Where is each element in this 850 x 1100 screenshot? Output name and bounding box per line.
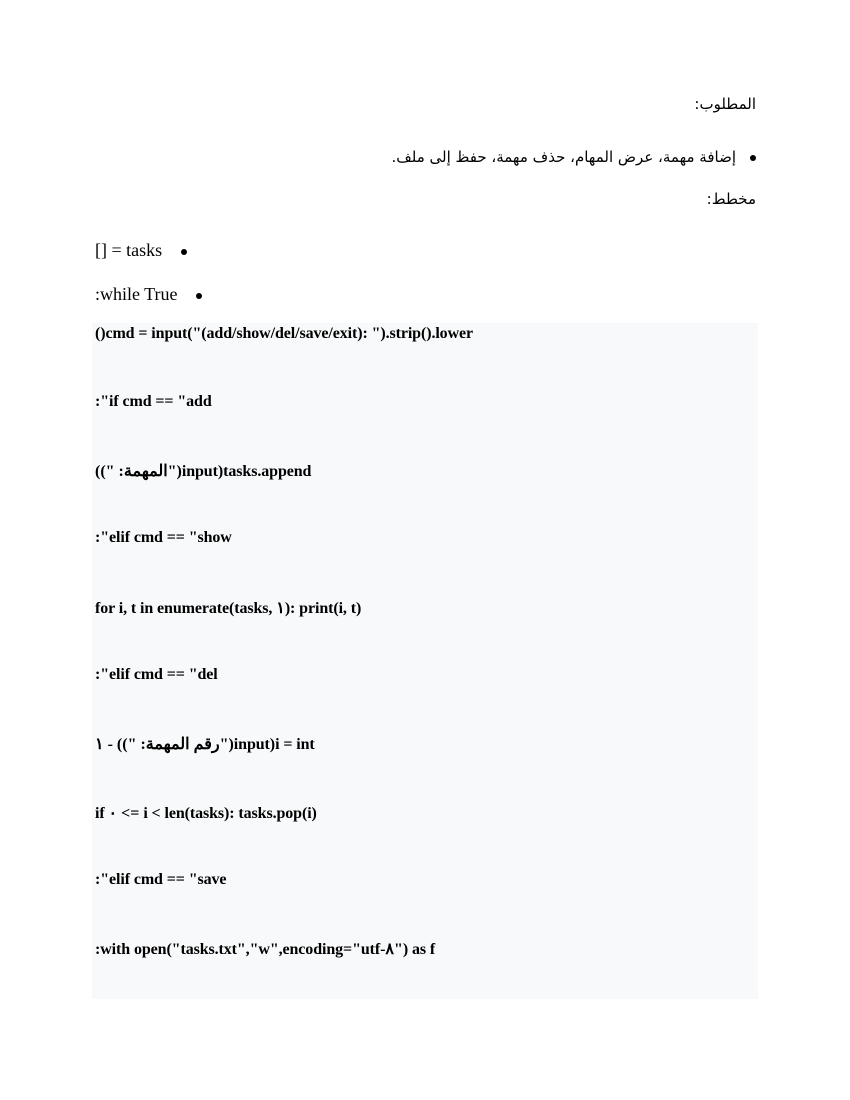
plan-bullet-text: :while True [95,284,178,304]
code-line: :with open("tasks.txt","w",encoding="utf-٨") as f [95,941,436,958]
heading-required: المطلوب: [694,95,756,113]
code-line: ((" :المهمة")input)tasks.append [95,463,312,480]
code-block [92,323,758,999]
plan-bullet-while [95,284,202,305]
heading-plan: مخطط: [706,190,756,208]
requirement-text: إضافة مهمة، عرض المهام، حذف مهمة، حفظ إلى ملف. [391,148,736,166]
plan-bullet-text: [] = tasks [95,240,163,260]
bullet-icon [750,155,756,161]
code-line: :"elif cmd == "show [95,529,232,546]
code-line: :"elif cmd == "del [95,666,218,683]
requirement-bullet [391,148,756,166]
plan-bullet-tasks [95,240,187,261]
code-line: :"elif cmd == "save [95,871,227,888]
code-line: for i, t in enumerate(tasks, ١): print(i, t) [95,600,362,617]
bullet-icon [196,293,202,299]
code-line: :"if cmd == "add [95,393,212,410]
bullet-icon [181,249,187,255]
code-line: ١ - ((" :رقم المهمة")input)i = int [95,736,315,753]
code-line: if ٠ <= i < len(tasks): tasks.pop(i) [95,805,317,822]
code-line: ()cmd = input("(add/show/del/save/exit): ").strip().lower [95,325,474,342]
